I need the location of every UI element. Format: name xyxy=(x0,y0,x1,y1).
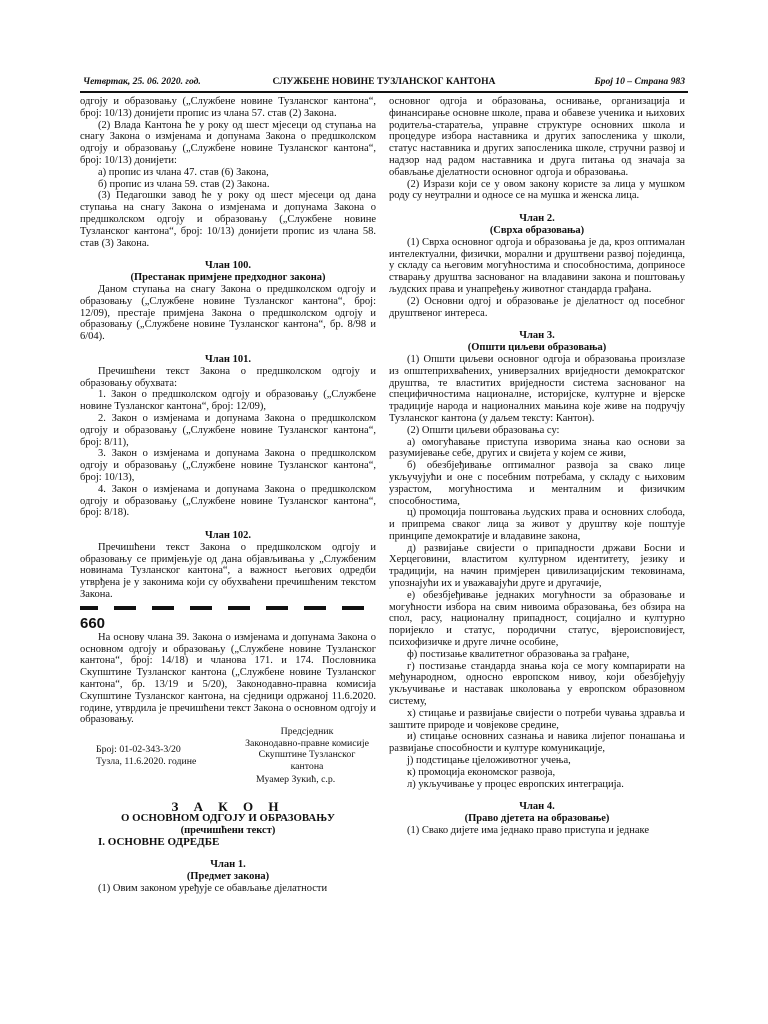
article-101-title: Члан 101. xyxy=(205,353,251,365)
article-100-subtitle: (Престанак примјене предходног закона) xyxy=(130,272,326,284)
header-date: Четвртак, 25. 06. 2020. год. xyxy=(83,76,201,87)
list-item: 2. Закон о измјенама и допунама Закона о предшколском одгоју и образовању („Службене новине Тузланског кантона“, број: 8/11), xyxy=(80,412,376,448)
paragraph: Пречишћени текст Закона о предшколском одгоју и образовању обухвата: xyxy=(80,365,376,389)
list-item: 3. Закон о измјенама и допунама Закона о предшколском одгоју и образовању („Службене новине Тузланског кантона“, број: 10/13), xyxy=(80,448,376,483)
sig-place: Тузла, 11.6.2020. године xyxy=(96,755,197,767)
law-subtitle: О ОСНОВНОМ ОДГОЈУ И ОБРАЗОВАЊУ xyxy=(121,812,335,825)
list-item: и) стицање основних сазнања и навика лијепог понашања и развијање способности и културе комуникације, xyxy=(389,731,685,755)
paragraph: (1) Свако дијете има једнако право приступа и једнаке xyxy=(407,825,650,837)
paragraph: (1) Општи циљеви основног одгоја и образовања произлазе из општеприхваћених, универзалних вриједности демократског друштва, те властитих вриједности система заснованог на специфичностима националне, историјске, културне и вјерске традиције народа и националних мањина које живе на подручју Тузланског кантона (у даљем тексту: Кантон). xyxy=(389,353,685,424)
article-1-title: Члан 1. xyxy=(210,859,246,871)
paragraph: (2) Изрази који се у овом закону користе за лица у мушком роду су неутрални и односе се на мушка и женска лица. xyxy=(389,178,685,202)
section-heading: I. ОСНОВНЕ ОДРЕДБЕ xyxy=(98,835,220,848)
list-item: х) стицање и развијање свијести о потреби чувања здравља и заштите природе и човјекове средине, xyxy=(389,707,685,731)
paragraph: (2) Општи циљеви образовања су: xyxy=(407,424,560,436)
list-item: б) обезбјеђивање оптималног развоја за свако лице укључујући и оне с посебним потребама, у складу с њиховим узрастом, могућностима и менталним и физичким способностима, xyxy=(389,460,685,507)
page-header xyxy=(83,76,685,90)
list-item: ц) промоција поштовања људских права и основних слобода, и припрема сваког лица за живот у друштву које поштује принципе демократије и владавине закона, xyxy=(389,507,685,542)
paragraph: б) пропис из члана 59. став (2) Закона. xyxy=(98,178,270,190)
sig-role: Законодавно-правне комисије xyxy=(245,737,369,749)
paragraph: (3) Педагошки завод ће у року од шест мјесеци од дана ступања на снагу Закона о измјенама и допунама Закона о предшколском одгоју и образовању („Службене новине Тузланског кантона“, број: 10/13) донијети пропис из члана 58. став (3) Закона. xyxy=(80,190,376,249)
law-title: З А К О Н xyxy=(171,799,285,815)
list-item: г) постизање стандарда знања која се могу компарирати на међународном, односно европском нивоу, који обезбјеђују укључивање и наставак школовања у европском образовном систему, xyxy=(389,660,685,708)
paragraph: (2) Влада Кантона ће у року од шест мјесеци од ступања на снагу Закона о измјенама и допунама Закона о предшколском одгоју и образовању („Службене новине Тузланског кантона“, број: 10/13) донијети: xyxy=(80,119,376,166)
list-item: е) обезбјеђивање једнаких могућности за образовање и могућности избора на свим нивоима образовања, без обзира на спол, расу, националну припадност, социјално и културно поријекло и статус, породични статус, вјероисповијест, психофизичке и друге личне особине, xyxy=(389,589,685,649)
list-item: ф) постизање квалитетног образовања за грађане, xyxy=(407,648,630,660)
list-item: 1. Закон о предшколском одгоју и образовању („Службене новине Тузланског кантона“, број: 12/09), xyxy=(80,389,376,413)
header-page-number: Број 10 – Страна 983 xyxy=(594,76,685,87)
right-column xyxy=(389,96,685,837)
article-2-subtitle: (Сврха образовања) xyxy=(489,224,585,236)
list-item: л) укључивање у процес европских интеграција. xyxy=(407,778,624,790)
list-item: 4. Закон о измјенама и допунама Закона о предшколском одгоју и образовању („Службене новине Тузланског кантона“, број: 8/18). xyxy=(80,483,376,519)
article-100-title: Члан 100. xyxy=(205,260,251,272)
left-column xyxy=(80,96,376,895)
article-4-title: Члан 4. xyxy=(519,801,555,813)
article-3-title: Члан 3. xyxy=(519,330,555,342)
article-2-title: Члан 2. xyxy=(519,213,555,225)
sig-role: Скупштине Тузланског кантона xyxy=(258,749,356,772)
paragraph: (1) Овим законом уређује се обављање дјелатности xyxy=(98,883,328,895)
signature-block xyxy=(80,726,376,788)
section-separator xyxy=(80,603,376,615)
paragraph: (1) Сврха основног одгоја и образовања је да, кроз оптималан интелектуални, физички, морални и друштвени развој појединца, у складу са његовим могућностима и способностима, доприносе стварању друштва заснованог на владавини закона и поштовању људских права и унапређењу животног стандарда грађана. xyxy=(389,236,685,295)
list-item: а) омогућавање приступа изворима знања као основи за разумијевање себе, других и свијета у којем се живи, xyxy=(389,436,685,460)
paragraph: На основу члана 39. Закона о измјенама и допунама Закона о основном одгоју и образовању („Службене новине Тузланског кантона“, број: 14/18) и чланова 171. и 174. Пословника Скупштине Тузланског кантона („Службене новине Тузланског кантона“, бр. 13/19 и 5/20), Законодавно-правна комисија Скупштине Тузланског кантона, на сједници одржаној 11.6.2020. године, утврдила је пречишћени текст Закона о основном одгоју и образовању. xyxy=(80,631,376,726)
paragraph: а) пропис из члана 47. став (6) Закона, xyxy=(98,166,269,178)
paragraph: одгоју и образовању („Службене новине Тузланског кантона“, број: 10/13) донијети пропис из члана 57. став (2) Закона. xyxy=(80,96,376,119)
article-1-subtitle: (Предмет закона) xyxy=(186,871,270,883)
paragraph: основног одгоја и образовања, оснивање, организација и финансирање основне школе, права и обавезе ученика и њихових родитеља-старатеља, управне структуре основних школа и процедуре избора наставника и других запосленика у школи, статус наставника и других запосленика школе, стручни развој и надзор над радом наставника и друга питања од значаја за обављање дјелатности основног одгоја и образовања. xyxy=(389,96,685,178)
law-note: (пречишћени текст) xyxy=(180,824,276,836)
header-title: СЛУЖБЕНЕ НОВИНЕ ТУЗЛАНСКОГ КАНТОНА xyxy=(272,76,496,87)
paragraph: (2) Основни одгој и образовање је дјелатност од посебног друштвеног интереса. xyxy=(389,295,685,319)
list-item: д) развијање свијести о припадности држави Босни и Херцеговини, властитом културном идентитету, језику и традицији, на начин примјерен цивилизацијским тековинама, упознајући их и уважавајући друге и другачије, xyxy=(389,542,685,590)
list-item: ј) подстицање цјеложивотног учења, xyxy=(407,755,571,767)
article-4-subtitle: (Право дјетета на образовање) xyxy=(464,813,610,825)
sig-number: Број: 01-02-343-3/20 xyxy=(96,744,181,756)
header-rule xyxy=(80,91,688,93)
paragraph: Даном ступања на снагу Закона о предшколском одгоју и образовању („Службене новине Тузланског кантона“, број: 12/09), престаје примјена Закона о предшколском одгоју и образовању („Службене новине Тузланског кантона“, бр. 8/98 и 6/04). xyxy=(80,283,376,343)
document-number: 660 xyxy=(80,614,106,632)
article-3-subtitle: (Општи циљеви образовања) xyxy=(467,342,607,354)
sig-role: Предсједник xyxy=(280,726,334,738)
article-102-title: Члан 102. xyxy=(205,530,251,542)
sig-name: Муамер Зукић, с.р. xyxy=(256,774,336,786)
list-item: к) промоција економског развоја, xyxy=(407,766,556,778)
paragraph: Пречишћени текст Закона о предшколском одгоју и образовању се примјењује од дана објављивања у „Службеним новинама Тузланског кантона“, а важност његових одредби утврђена је у законима који су обухваћени пречишћеним текстом Закона. xyxy=(80,541,376,601)
